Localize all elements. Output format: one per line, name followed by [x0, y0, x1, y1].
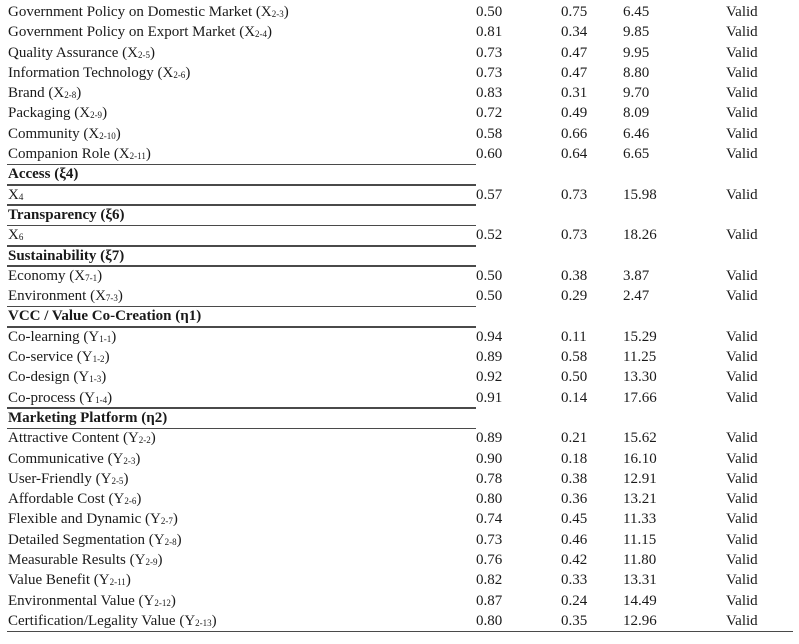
table-row	[0, 286, 799, 306]
t-value: 13.31	[623, 572, 657, 589]
status-value: Valid	[726, 552, 758, 569]
validity-table	[0, 2, 799, 631]
status-value: Valid	[726, 369, 758, 386]
loading-value: 0.74	[476, 511, 503, 528]
table-row	[0, 530, 799, 550]
indicator-label: Environment $(X_{7-3})$	[8, 288, 123, 305]
status-value: Valid	[726, 531, 758, 548]
indicator-label: Environmental Value $(Y_{2-12})$	[8, 592, 176, 609]
t-value: 18.26	[623, 227, 657, 244]
status-value: Valid	[726, 430, 758, 447]
error-value: 0.24	[561, 592, 588, 609]
status-value: Valid	[726, 612, 758, 629]
error-value: 0.31	[561, 85, 588, 102]
t-value: 16.10	[623, 450, 657, 467]
status-value: Valid	[726, 24, 758, 41]
loading-value: 0.72	[476, 105, 503, 122]
table-row	[0, 124, 799, 144]
indicator-label: Quality Assurance $(X_{2-5})$	[8, 44, 155, 61]
status-value: Valid	[726, 470, 758, 487]
t-value: 15.62	[623, 430, 657, 447]
status-value: Valid	[726, 450, 758, 467]
indicator-label: Certification/Legality Value $(Y_{2-13})$	[8, 612, 217, 629]
loading-value: 0.78	[476, 470, 503, 487]
loading-value: 0.92	[476, 369, 503, 386]
loading-value: 0.73	[476, 64, 503, 81]
t-value: 9.95	[623, 44, 650, 61]
loading-value: 0.82	[476, 572, 503, 589]
loading-value: 0.89	[476, 430, 503, 447]
indicator-label: Brand $(X_{2-8})$	[8, 85, 82, 102]
loading-value: 0.73	[476, 531, 503, 548]
indicator-label: Flexible and Dynamic $(Y_{2-7})$	[8, 511, 178, 528]
indicator-label: Co-learning $(Y_{1-1})$	[8, 328, 117, 345]
t-value: 11.15	[623, 531, 657, 548]
table-row	[0, 22, 799, 42]
group-label: Transparency (ξ6)	[8, 206, 125, 223]
loading-value: 0.76	[476, 552, 503, 569]
loading-value: 0.81	[476, 24, 503, 41]
table-row	[0, 103, 799, 123]
loading-value: 0.58	[476, 125, 503, 142]
loading-value: 0.80	[476, 612, 503, 629]
error-value: 0.34	[561, 24, 588, 41]
error-value: 0.38	[561, 470, 588, 487]
t-value: 9.85	[623, 24, 650, 41]
t-value: 11.80	[623, 552, 657, 569]
error-value: 0.18	[561, 450, 588, 467]
t-value: 11.33	[623, 511, 657, 528]
group-label: VCC / Value Co-Creation (η1)	[8, 308, 202, 325]
indicator-label: Co-process $(Y_{1-4})$	[8, 389, 113, 406]
status-value: Valid	[726, 592, 758, 609]
loading-value: 0.83	[476, 85, 503, 102]
indicator-label: Economy $(X_{7-1})$	[8, 267, 103, 284]
error-value: 0.73	[561, 227, 588, 244]
status-value: Valid	[726, 146, 758, 163]
error-value: 0.11	[561, 328, 587, 345]
status-value: Valid	[726, 125, 758, 142]
error-value: 0.66	[561, 125, 588, 142]
group-label: Marketing Platform (η2)	[8, 409, 168, 426]
t-value: 12.91	[623, 470, 657, 487]
loading-value: 0.94	[476, 328, 503, 345]
status-value: Valid	[726, 349, 758, 366]
error-value: 0.33	[561, 572, 588, 589]
indicator-label: Co-design $(Y_{1-3})$	[8, 369, 107, 386]
indicator-label: User-Friendly $(Y_{2-5})$	[8, 470, 129, 487]
indicator-label: Co-service $(Y_{1-2})$	[8, 349, 110, 366]
status-value: Valid	[726, 4, 758, 20]
indicator-label: Government Policy on Domestic Market $(X_{2-3})$	[8, 4, 289, 20]
table-row	[0, 144, 799, 164]
indicator-label: $X_4$	[8, 186, 24, 203]
loading-value: 0.57	[476, 186, 503, 203]
loading-value: 0.87	[476, 592, 503, 609]
indicator-label: Companion Role $(X_{2-11})$	[8, 146, 151, 163]
table-row	[0, 367, 799, 387]
group-header-sustainability	[0, 246, 799, 266]
group-label: Sustainability (ξ7)	[8, 247, 125, 264]
loading-value: 0.50	[476, 4, 503, 20]
error-value: 0.21	[561, 430, 588, 447]
table-row	[0, 185, 799, 205]
indicator-label: Information Technology $(X_{2-6})$	[8, 64, 191, 81]
table-row	[0, 347, 799, 367]
status-value: Valid	[726, 328, 758, 345]
error-value: 0.49	[561, 105, 588, 122]
t-value: 8.80	[623, 64, 650, 81]
loading-value: 0.80	[476, 491, 503, 508]
group-header-transparency	[0, 205, 799, 225]
t-value: 9.70	[623, 85, 650, 102]
error-value: 0.35	[561, 612, 588, 629]
table-row	[0, 591, 799, 611]
t-value: 15.98	[623, 186, 657, 203]
indicator-label: Community $(X_{2-10})$	[8, 125, 121, 142]
loading-value: 0.50	[476, 288, 503, 305]
t-value: 13.21	[623, 491, 657, 508]
error-value: 0.38	[561, 267, 588, 284]
table-row	[0, 509, 799, 529]
indicator-label: Government Policy on Export Market $(X_{2-4})$	[8, 24, 273, 41]
indicator-label: $X_6$	[8, 227, 24, 244]
t-value: 17.66	[623, 389, 657, 406]
loading-value: 0.50	[476, 267, 503, 284]
loading-value: 0.90	[476, 450, 503, 467]
indicator-label: Attractive Content $(Y_{2-2})$	[8, 430, 156, 447]
status-value: Valid	[726, 64, 758, 81]
table-row	[0, 449, 799, 469]
t-value: 6.45	[623, 4, 650, 20]
error-value: 0.36	[561, 491, 588, 508]
table-row	[0, 489, 799, 509]
t-value: 11.25	[623, 349, 657, 366]
loading-value: 0.73	[476, 44, 503, 61]
indicator-label: Detailed Segmentation $(Y_{2-8})$	[8, 531, 182, 548]
error-value: 0.64	[561, 146, 588, 163]
table-row	[0, 550, 799, 570]
loading-value: 0.89	[476, 349, 503, 366]
error-value: 0.58	[561, 349, 588, 366]
table-row	[0, 83, 799, 103]
table-row	[0, 428, 799, 448]
table-row	[0, 469, 799, 489]
t-value: 14.49	[623, 592, 657, 609]
error-value: 0.46	[561, 531, 588, 548]
error-value: 0.50	[561, 369, 588, 386]
status-value: Valid	[726, 491, 758, 508]
table-row	[0, 2, 799, 22]
t-value: 6.65	[623, 146, 650, 163]
group-header-access	[0, 164, 799, 184]
error-value: 0.42	[561, 552, 588, 569]
group-header-marketing-platform	[0, 408, 799, 428]
status-value: Valid	[726, 227, 758, 244]
indicator-label: Affordable Cost $(Y_{2-6})$	[8, 491, 142, 508]
t-value: 3.87	[623, 267, 650, 284]
status-value: Valid	[726, 44, 758, 61]
indicator-label: Packaging $(X_{2-9})$	[8, 105, 108, 122]
table-row	[0, 266, 799, 286]
t-value: 12.96	[623, 612, 657, 629]
t-value: 13.30	[623, 369, 657, 386]
table-row	[0, 611, 799, 631]
t-value: 15.29	[623, 328, 657, 345]
status-value: Valid	[726, 572, 758, 589]
error-value: 0.73	[561, 186, 588, 203]
error-value: 0.75	[561, 4, 588, 20]
t-value: 8.09	[623, 105, 650, 122]
table-row	[0, 388, 799, 408]
error-value: 0.47	[561, 64, 588, 81]
status-value: Valid	[726, 105, 758, 122]
table-row	[0, 225, 799, 245]
status-value: Valid	[726, 267, 758, 284]
status-value: Valid	[726, 85, 758, 102]
indicator-label: Value Benefit $(Y_{2-11})$	[8, 572, 131, 589]
status-value: Valid	[726, 288, 758, 305]
table-row	[0, 63, 799, 83]
status-value: Valid	[726, 511, 758, 528]
t-value: 6.46	[623, 125, 650, 142]
status-value: Valid	[726, 389, 758, 406]
error-value: 0.29	[561, 288, 588, 305]
table-row	[0, 43, 799, 63]
error-value: 0.47	[561, 44, 588, 61]
group-label: Access (ξ4)	[8, 166, 79, 183]
table-row	[0, 327, 799, 347]
status-value: Valid	[726, 186, 758, 203]
t-value: 2.47	[623, 288, 650, 305]
error-value: 0.14	[561, 389, 588, 406]
loading-value: 0.91	[476, 389, 503, 406]
loading-value: 0.60	[476, 146, 503, 163]
indicator-label: Communicative $(Y_{2-3})$	[8, 450, 141, 467]
group-header-vcc	[0, 306, 799, 326]
indicator-label: Measurable Results $(Y_{2-9})$	[8, 552, 163, 569]
error-value: 0.45	[561, 511, 588, 528]
loading-value: 0.52	[476, 227, 503, 244]
table-row	[0, 570, 799, 590]
